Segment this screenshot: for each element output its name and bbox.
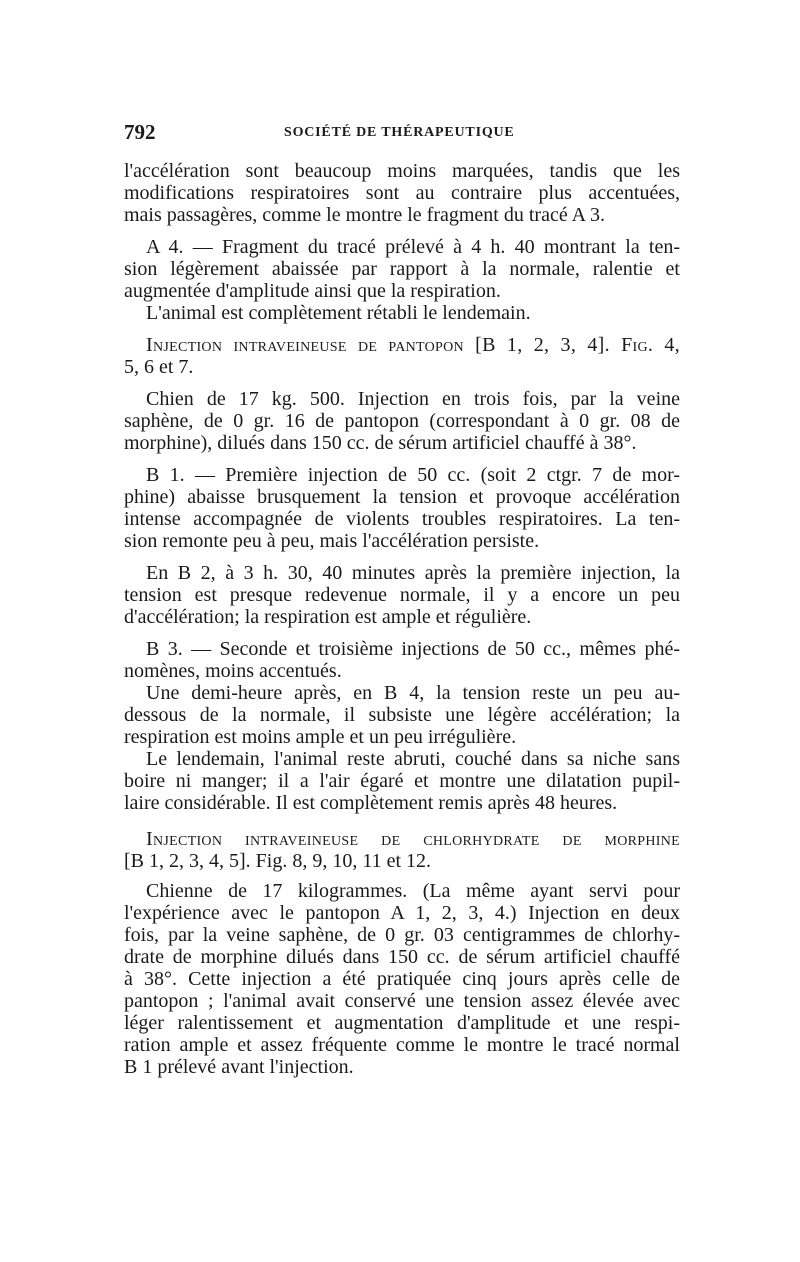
text-line: fois, par la veine saphène, de 0 gr. 03 centigrammes de chlorhy- [124,924,680,946]
text-line: respiration est moins ample et un peu irrégulière. [124,726,517,748]
text-line: pantopon ; l'animal avait conservé une tension assez élevée avec [124,990,680,1012]
text-line: ration ample et assez fréquente comme le montre le tracé normal [124,1034,680,1056]
text-line: augmentée d'amplitude ainsi que la respiration. [124,280,501,302]
text-line: à 38°. Cette injection a été pratiquée cinq jours après celle de [124,968,680,990]
text-line: En B 2, à 3 h. 30, 40 minutes après la première injection, la [146,562,680,584]
text-line: sion légèrement abaissée par rapport à la normale, ralentie et [124,258,680,280]
text-line: B 3. — Seconde et troisième injections de 50 cc., mêmes phé- [146,638,680,660]
text-line: laire considérable. Il est complètement remis après 48 heures. [124,792,618,814]
text-line: sion remonte peu à peu, mais l'accélération persiste. [124,530,540,552]
text-line: boire ni manger; il a l'air égaré et montre une dilatation pupil- [124,770,680,792]
text-line: modifications respiratoires sont au contraire plus accentuées, [124,182,680,204]
text-line: léger ralentissement et augmentation d'amplitude et une respi- [124,1012,680,1034]
text-line: saphène, de 0 gr. 16 de pantopon (correspondant à 0 gr. 08 de [124,410,680,432]
text-line: dessous de la normale, il subsiste une légère accélération; la [124,704,680,726]
section-heading: 5, 6 et 7. [124,356,194,378]
text-line: L'animal est complètement rétabli le lendemain. [146,302,531,324]
section-heading: Injection intraveineuse de chlorhydrate de morphine [146,828,680,850]
section-heading: Injection intraveineuse de pantopon [B 1, 2, 3, 4]. Fig. 4, [146,334,680,356]
section-heading: [B 1, 2, 3, 4, 5]. Fig. 8, 9, 10, 11 et 12. [124,850,432,872]
text-line: B 1 prélevé avant l'injection. [124,1056,354,1078]
text-line: mais passagères, comme le montre le fragment du tracé A 3. [124,204,605,226]
text-line: A 4. — Fragment du tracé prélevé à 4 h. 40 montrant la ten- [146,236,680,258]
running-title: SOCIÉTÉ DE THÉRAPEUTIQUE [284,125,515,140]
text-line: l'expérience avec le pantopon A 1, 2, 3, 4.) Injection en deux [124,902,680,924]
text-line: B 1. — Première injection de 50 cc. (soit 2 ctgr. 7 de mor- [146,464,680,486]
text-line: d'accélération; la respiration est ample et régulière. [124,606,532,628]
text-line: intense accompagnée de violents troubles respiratoires. La ten- [124,508,680,530]
page-header [124,120,680,144]
page-number: 792 [124,120,156,144]
text-line: Chienne de 17 kilogrammes. (La même ayant servi pour [146,880,680,902]
text-line: phine) abaisse brusquement la tension et provoque accélération [124,486,680,508]
text-line: drate de morphine dilués dans 150 cc. de sérum artificiel chauffé [124,946,680,968]
text-line: l'accélération sont beaucoup moins marquées, tandis que les [124,160,680,182]
text-line: Chien de 17 kg. 500. Injection en trois fois, par la veine [146,388,680,410]
text-line: Le lendemain, l'animal reste abruti, couché dans sa niche sans [146,748,680,770]
text-line: morphine), dilués dans 150 cc. de sérum artificiel chauffé à 38°. [124,432,637,454]
text-line: Une demi-heure après, en B 4, la tension reste un peu au- [146,682,680,704]
text-line: tension est presque redevenue normale, il y a encore un peu [124,584,680,606]
text-line: nomènes, moins accentués. [124,660,342,682]
